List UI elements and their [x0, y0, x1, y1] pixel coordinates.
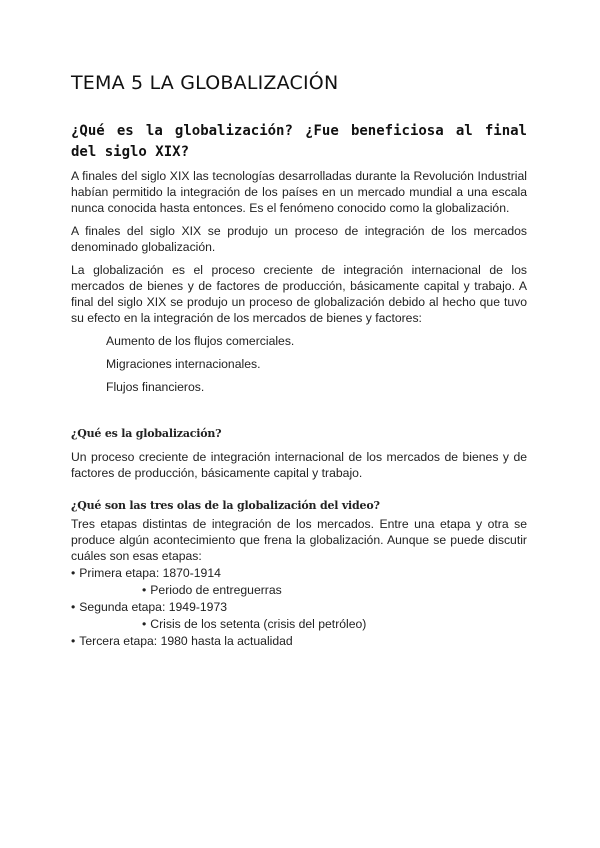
- stage-subitem: [142, 616, 366, 632]
- stage-sub-label: Crisis de los setenta (crisis del petróleo): [150, 617, 367, 631]
- bullet: •: [71, 634, 76, 648]
- question-2: ¿Qué son las tres olas de la globalización del video?: [71, 499, 380, 512]
- question-1: ¿Qué es la globalización?: [71, 427, 222, 440]
- stage-item: [71, 599, 227, 615]
- stage-subitem: [142, 582, 282, 598]
- stage-item: [71, 565, 221, 581]
- stage-label: Primera etapa: 1870-1914: [79, 566, 221, 580]
- bullet: •: [71, 566, 76, 580]
- bullet: •: [71, 600, 76, 614]
- bullet: •: [142, 583, 147, 597]
- stage-label: Tercera etapa: 1980 hasta la actualidad: [79, 634, 293, 648]
- stage-item: [71, 633, 293, 649]
- paragraph-2: A finales del siglo XIX se produjo un proceso de integración de los mercados denominado globalización.: [71, 224, 527, 254]
- document-title: TEMA 5 LA GLOBALIZACIÓN: [71, 72, 339, 94]
- bullet: •: [142, 617, 147, 631]
- effect-item: Flujos financieros.: [106, 380, 205, 394]
- effect-item: Aumento de los flujos comerciales.: [106, 334, 295, 348]
- section-heading: ¿Qué es la globalización? ¿Fue beneficiosa al final del siglo XIX?: [71, 123, 527, 160]
- stage-label: Segunda etapa: 1949-1973: [79, 600, 228, 614]
- paragraph-3: La globalización es el proceso creciente de integración internacional de los mercados de bienes y de factores de producción, básicamente capital y trabajo. A final del siglo XIX se produjo un proceso de globalización debido al hecho que tuvo su efecto en la integración de los mercados de bienes y factores:: [71, 263, 527, 325]
- answer-1: Un proceso creciente de integración internacional de los mercados de bienes y de factores de producción, básicamente capital y trabajo.: [71, 450, 527, 480]
- paragraph-1: A finales del siglo XIX las tecnologías desarrolladas durante la Revolución Industrial habían permitido la integración de los países en un mercado mundial a una escala nunca conocida hasta entonces. Es el fenómeno conocido como la globalización.: [71, 169, 527, 215]
- effect-item: Migraciones internacionales.: [106, 357, 261, 371]
- answer-2: Tres etapas distintas de integración de los mercados. Entre una etapa y otra se produce algún acontecimiento que frena la globalización. Aunque se puede discutir cuáles son esas etapas:: [71, 517, 527, 563]
- stage-sub-label: Periodo de entreguerras: [150, 583, 282, 597]
